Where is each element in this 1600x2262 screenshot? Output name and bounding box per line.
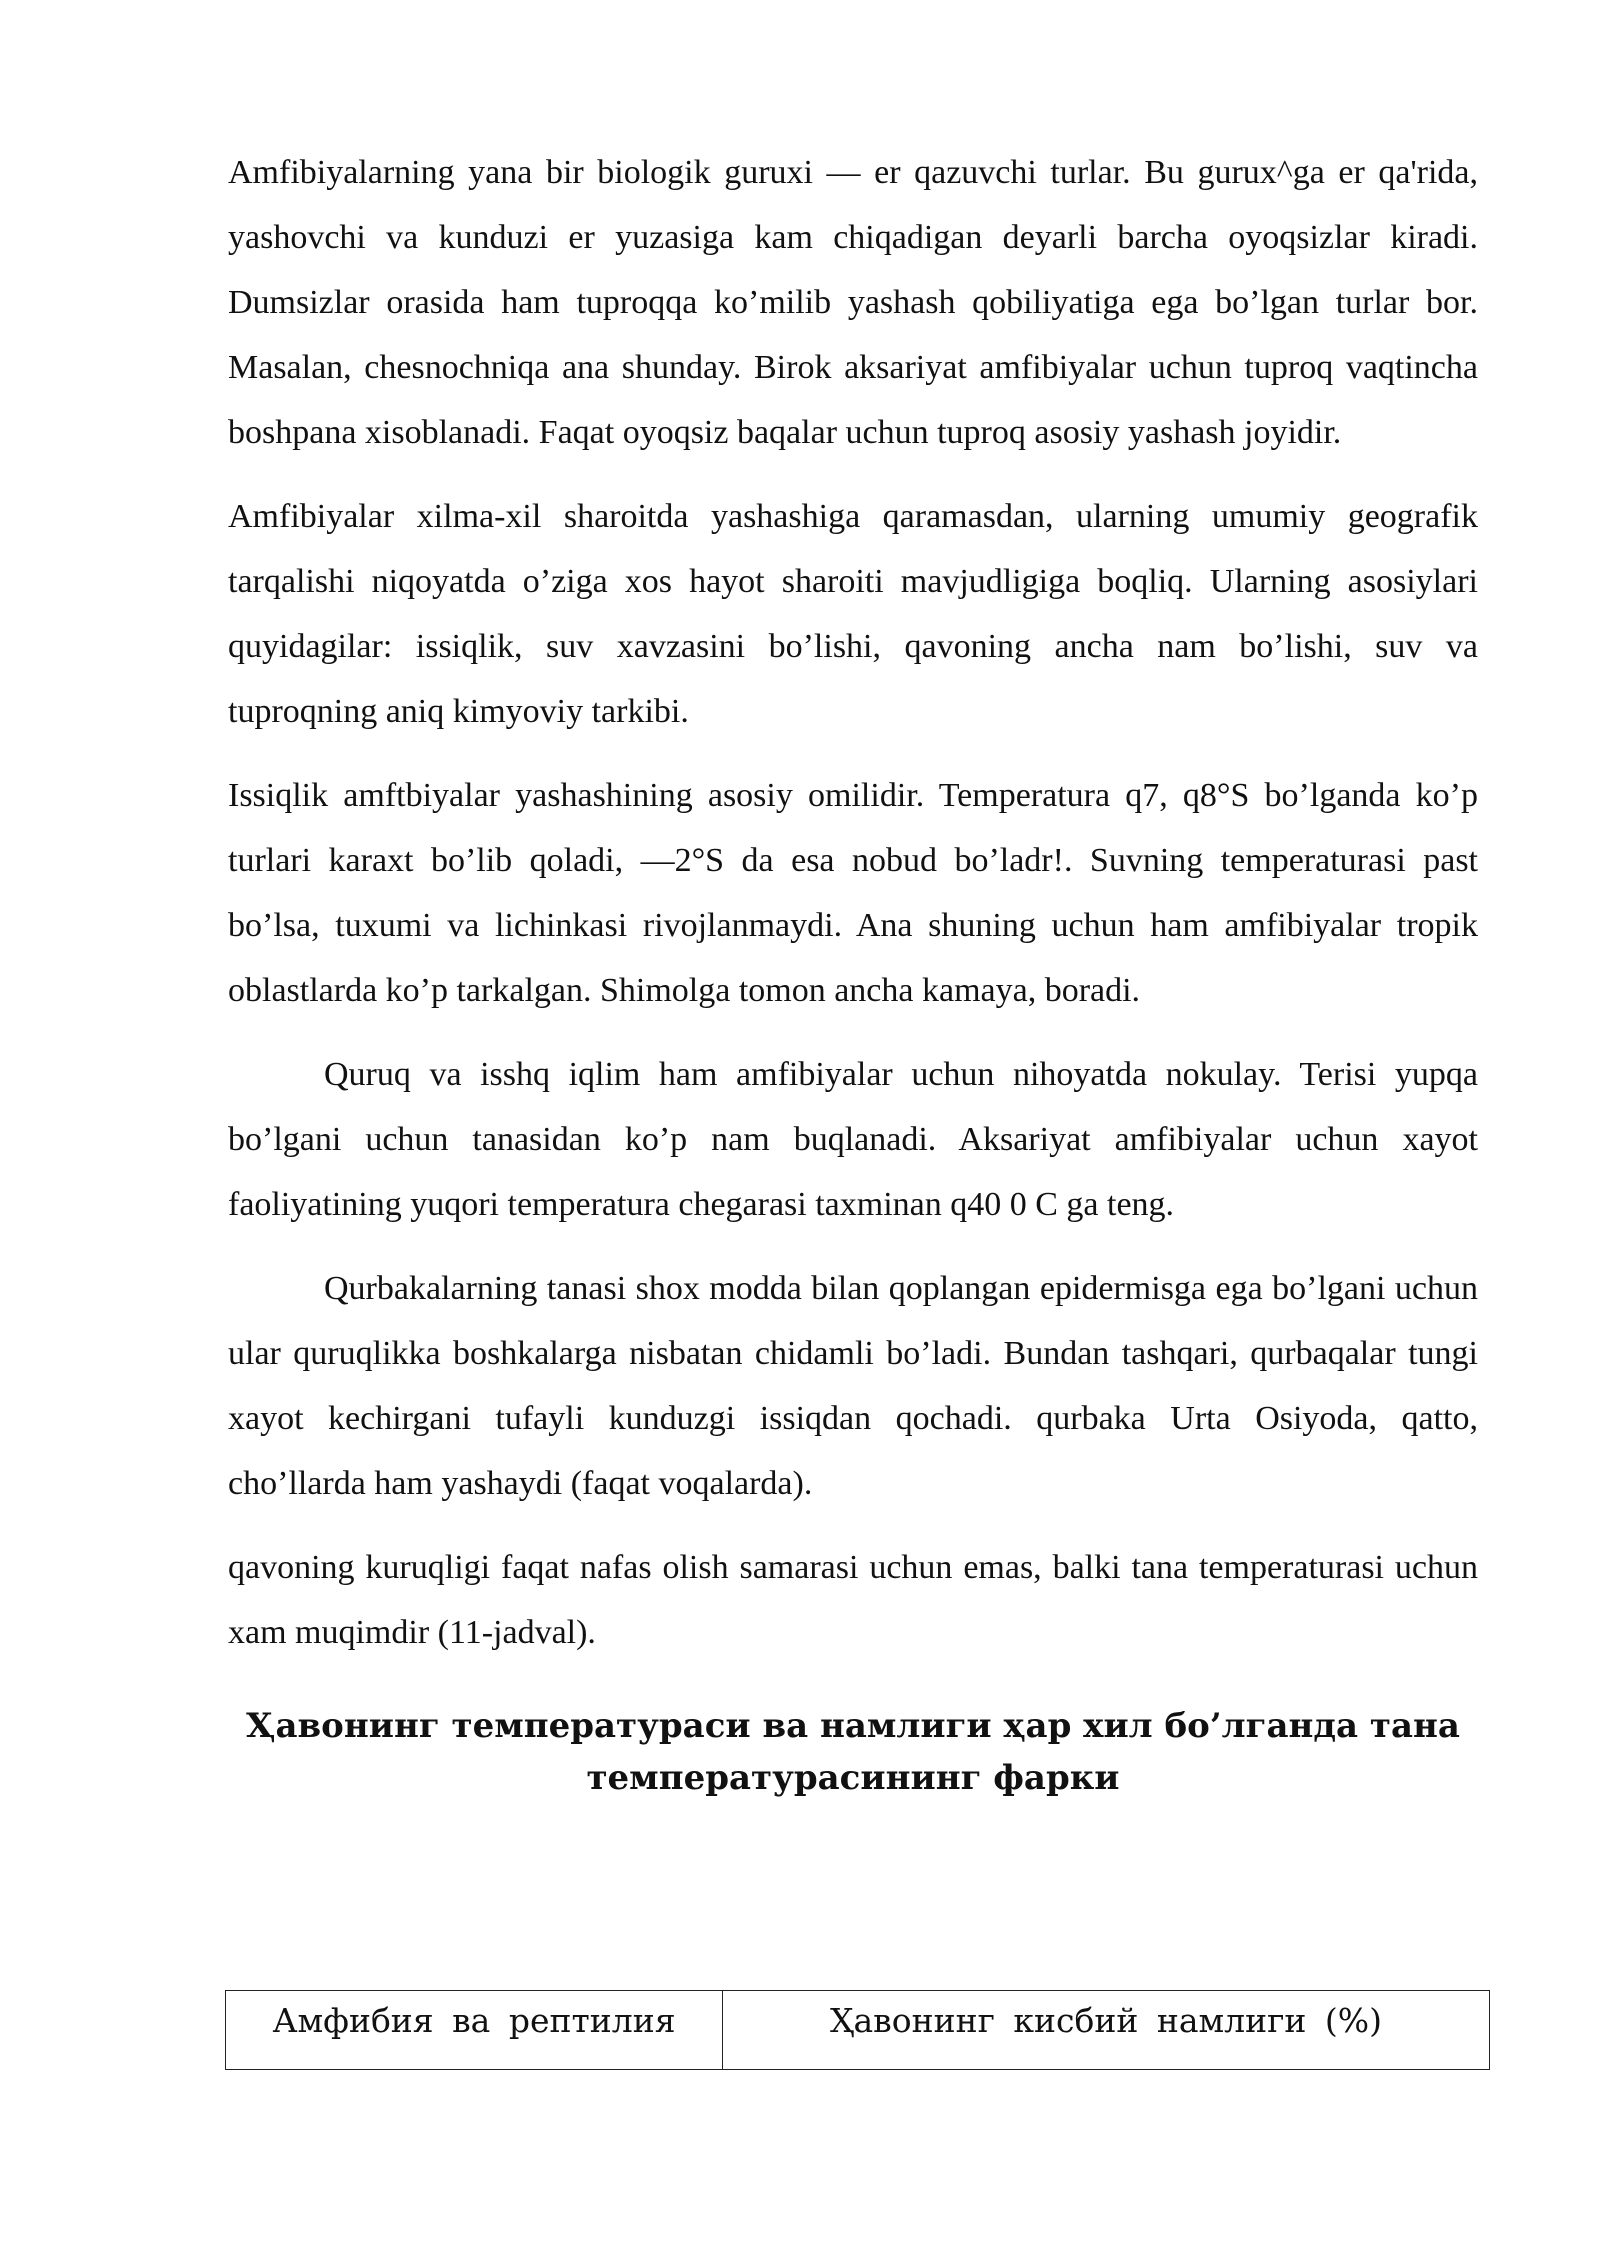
paragraph: Qurbakalarning tanasi shox modda bilan qoplangan epidermisga ega bo’lgani uchun ular quruqlikka boshkalarga nisbatan chidamli bo’ladi. Bundan tashqari, qurbaqalar tungi xayot kechirgani tufayli kunduzgi issiqdan qochadi. qurbaka Urta Osiyoda, qatto, cho’llarda ham yashaydi (faqat voqalarda). [228, 1270, 1478, 1502]
paragraph: Quruq va isshq iqlim ham amfibiyalar uchun nihoyatda nokulay. Terisi yupqa bo’lgani uchun tanasidan ko’p nam buqlanadi. Aksariyat amfibiyalar uchun xayot faoliyatining yuqori temperatura chegarasi taxminan q40 0 C ga teng. [228, 1056, 1478, 1223]
paragraph: Issiqlik amftbiyalar yashashining asosiy omilidir. Temperatura q7, q8°S bo’lganda ko’p turlari karaxt bo’lib qoladi, —2°S da esa nobud bo’ladr!. Suvning temperaturasi past bo’lsa, tuxumi va lichinkasi rivojlanmaydi. Ana shuning uchun ham amfibiyalar tropik oblastlarda ko’p tarkalgan. Shimolga tomon ancha kamaya, boradi. [228, 777, 1478, 1009]
data-table [225, 1990, 1490, 2070]
table-header-cell: Ҳавонинг кисбий намлиги (%) [723, 1991, 1490, 2070]
table-heading-line: температурасининг фарки [586, 1758, 1120, 1798]
table-header-row [226, 1991, 1490, 2070]
paragraph: Amfibiyalarning yana bir biologik guruxi — er qazuvchi turlar. Bu gurux^ga er qa'rida, yashovchi va kunduzi er yuzasiga kam chiqadigan deyarli barcha oyoqsizlar kiradi. Dumsizlar orasida ham tuproqqa ko’milib yashash qobiliyatiga ega bo’lgan turlar bor. Masalan, chesnochniqa ana shunday. Birok aksariyat amfibiyalar uchun tuproq vaqtincha boshpana xisoblanadi. Faqat oyoqsiz baqalar uchun tuproq asosiy yashash joyidir. [228, 154, 1478, 451]
table-heading-line: Ҳавонинг температураси ва намлиги ҳар хил бо’лганда тана [246, 1706, 1460, 1746]
table-header-cell: Амфибия ва рептилия [226, 1991, 723, 2070]
paragraph: Amfibiyalar xilma-xil sharoitda yashashiga qaramasdan, ularning umumiy geografik tarqalishi niqoyatda o’ziga xos hayot sharoiti mavjudligiga boqliq. Ularning asosiylari quyidagilar: issiqlik, suv xavzasini bo’lishi, qavoning ancha nam bo’lishi, suv va tuproqning aniq kimyoviy tarkibi. [228, 498, 1478, 730]
paragraph: qavoning kuruqligi faqat nafas olish samarasi uchun emas, balki tana temperaturasi uchun xam muqimdir (11-jadval). [228, 1549, 1478, 1651]
table-heading [228, 1700, 1478, 1804]
document-page [228, 140, 1478, 1804]
